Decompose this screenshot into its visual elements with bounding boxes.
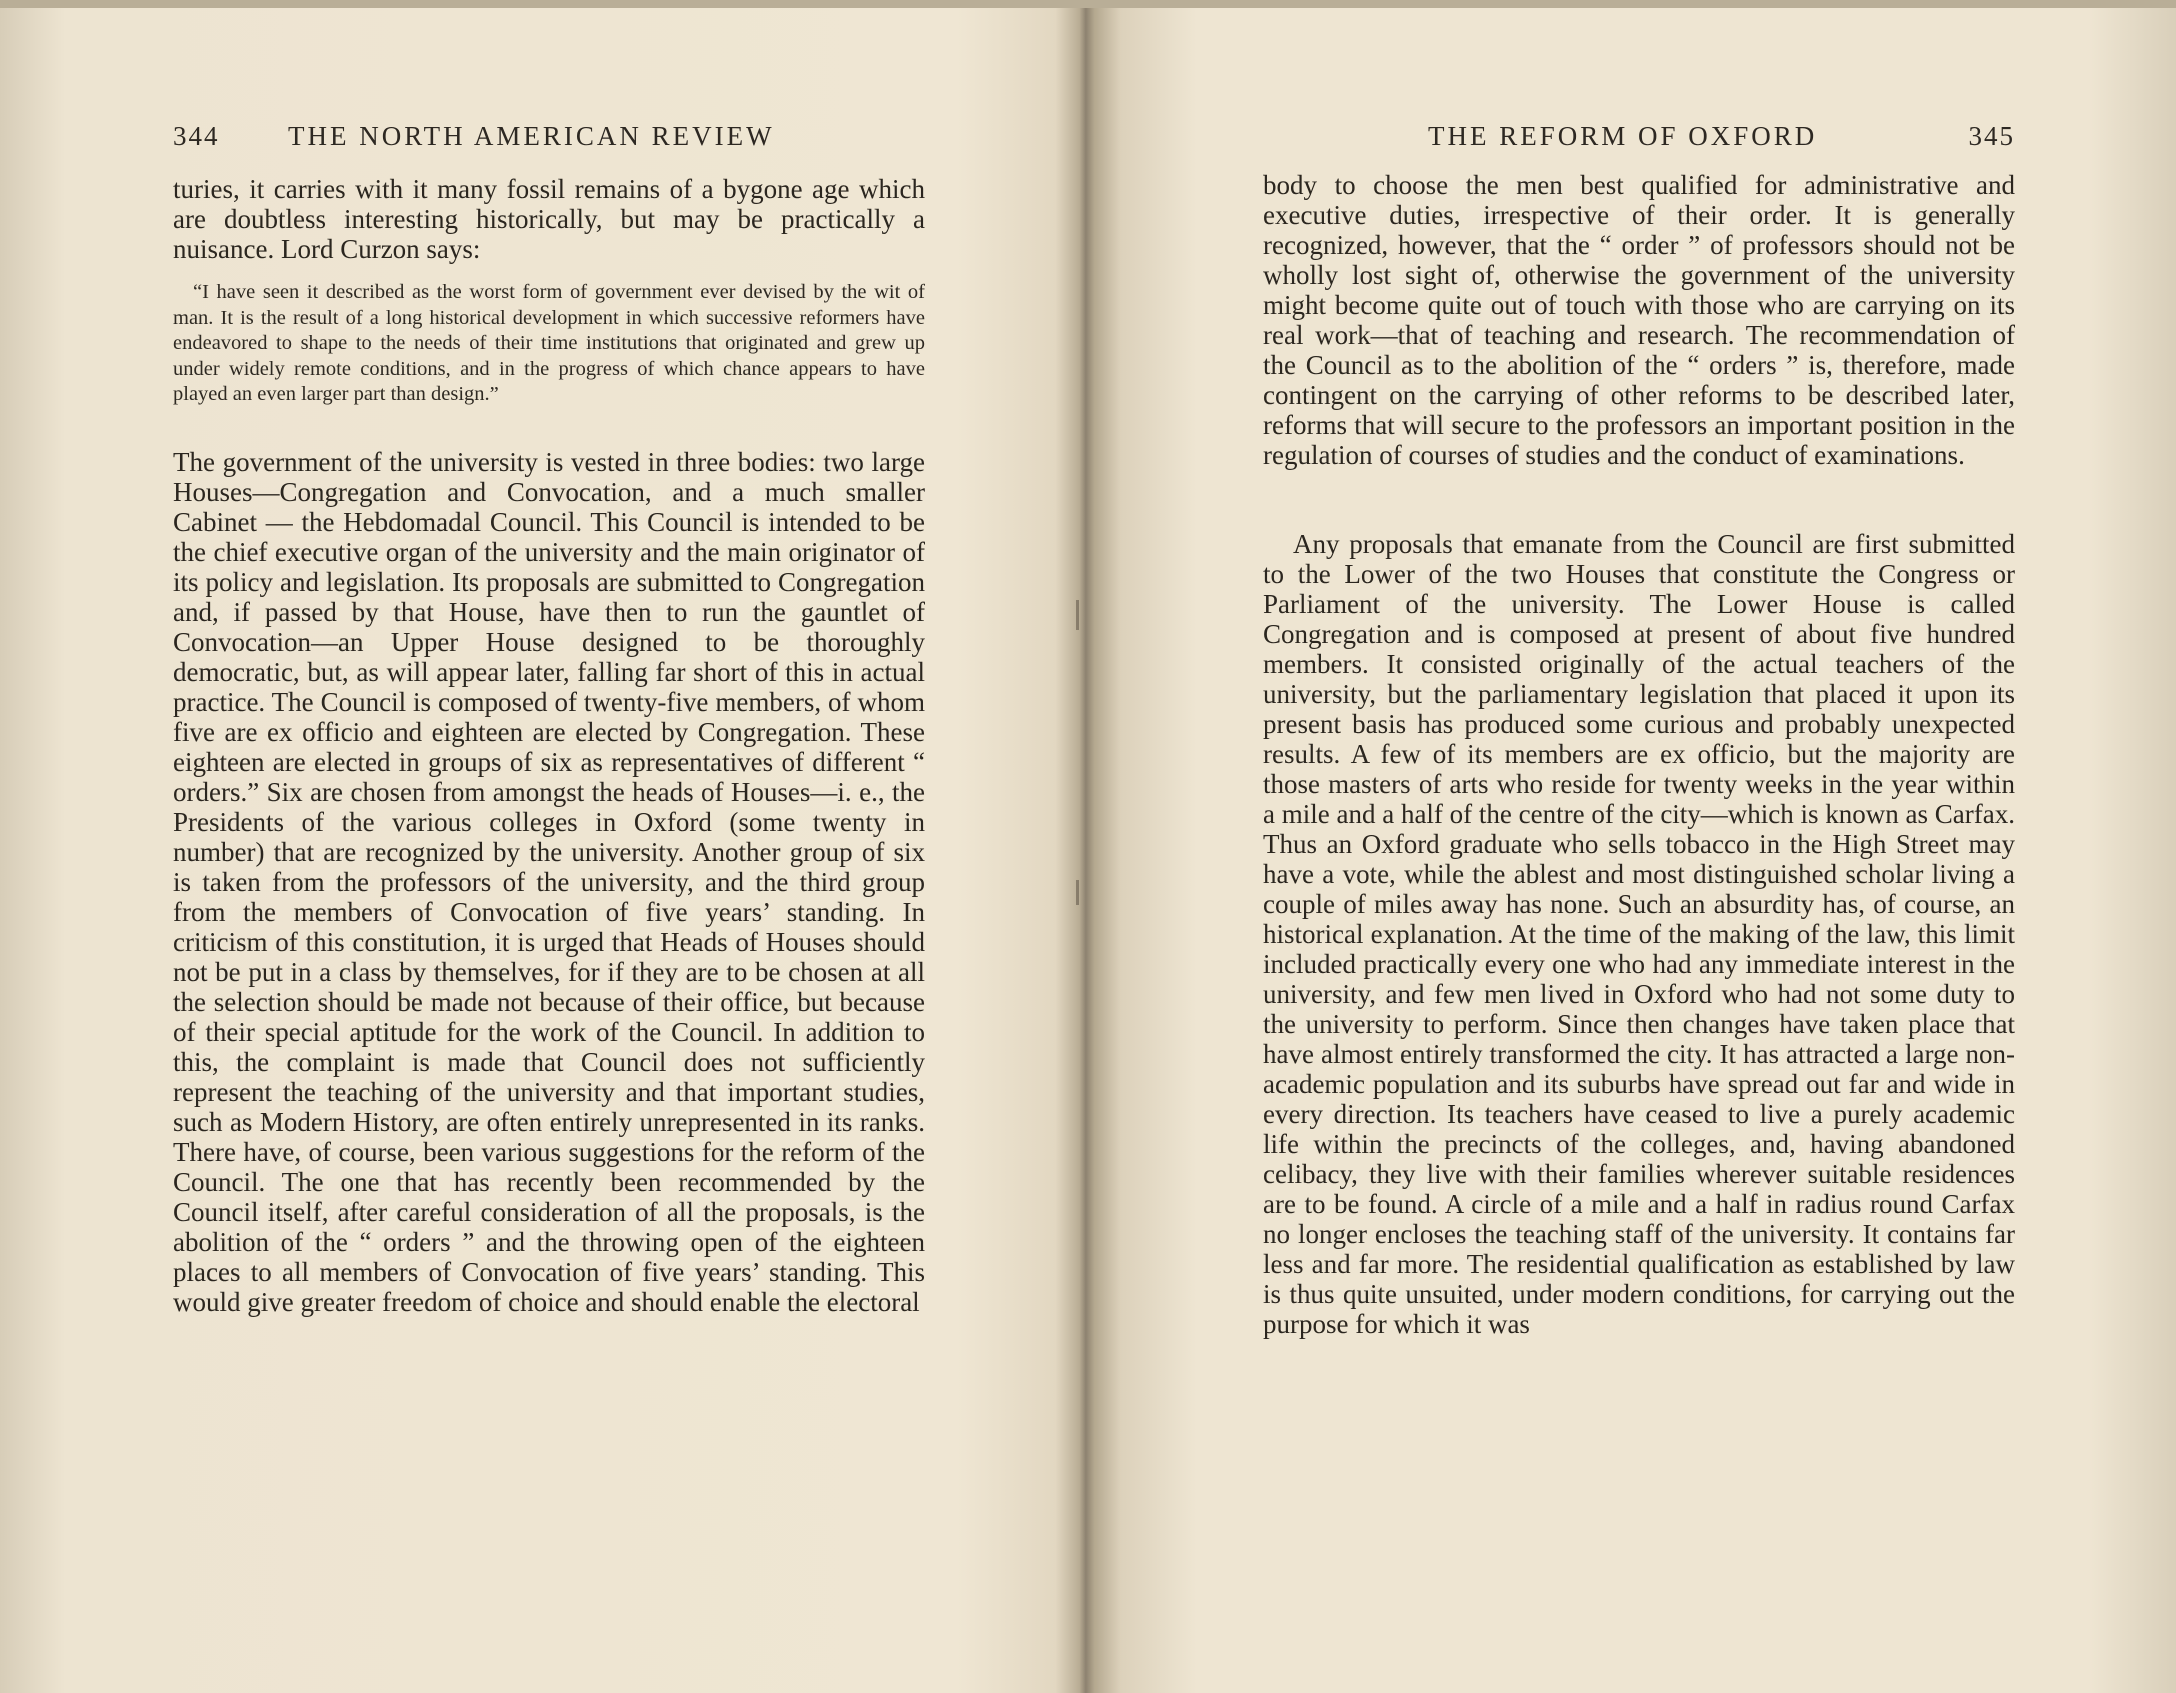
left-running-title: THE NORTH AMERICAN REVIEW bbox=[288, 121, 775, 151]
right-text-2 bbox=[1263, 529, 2015, 1339]
right-page-number: 345 bbox=[1968, 121, 2015, 151]
right-running-head bbox=[1263, 121, 2015, 161]
government-paragraph: The government of the university is vested in three bodies: two large Houses—Congregation and Convocation, and a much smaller Cabinet — the Hebdomadal Council. This Council is intended to be the chief executive organ of the university and the main originator of its policy and legislation. Its proposals are submitted to Congregation and, if passed by that House, have then to run the gauntlet of Convocation—an Upper House designed to be thoroughly democratic, but, as will appear later, falling far short of this in actual practice. The Council is composed of twenty-five members, of whom five are ex officio and eighteen are elected by Congregation. These eighteen are elected in groups of six as representatives of different “ orders.” Six are chosen from amongst the heads of Houses—i. e., the Presidents of the various colleges in Oxford (some twenty in number) that are recognized by the university. Another group of six is taken from the professors of the university, and the third group from the members of Convocation of five years’ standing. In criticism of this constitution, it is urged that Heads of Houses should not be put in a class by themselves, for if they are to be chosen at all the selection should be made not because of their office, but because of their special aptitude for the work of the Council. In addition to this, the complaint is made that Council does not sufficiently represent the teaching of the university and that important studies, such as Modern History, are often entirely unrepresented in its ranks. There have, of course, been various suggestions for the reform of the Council. The one that has recently been recommended by the Council itself, after careful consideration of all the proposals, is the abolition of the “ orders ” and the throwing open of the eighteen places to all members of Convocation of five years’ standing. This would give greater freedom of choice and should enable the electoral bbox=[173, 447, 925, 1317]
opening-paragraph: turies, it carries with it many fossil remains of a bygone age which are doubtless interesting historically, but may be practically a nuisance. Lord Curzon says: bbox=[173, 174, 925, 264]
electoral-paragraph: body to choose the men best qualified for administrative and executive duties, irrespective of their order. It is generally recognized, however, that the “ order ” of professors should not be wholly lost sight of, otherwise the government of the university might become quite out of touch with those who are carrying on its real work—that of teaching and research. The recommendation of the Council as to the abolition of the “ orders ” is, therefore, made contingent on the carrying of other reforms to be described later, reforms that will secure to the professors an important position in the regulation of courses of studies and the conduct of examinations. bbox=[1263, 170, 2015, 470]
curzon-quote bbox=[173, 280, 925, 408]
right-running-title: THE REFORM OF OXFORD bbox=[1428, 121, 1818, 151]
left-page bbox=[0, 0, 1085, 1693]
binding-mark bbox=[1076, 880, 1079, 905]
left-running-head bbox=[173, 121, 925, 161]
binding-mark bbox=[1076, 600, 1079, 630]
left-opening-text bbox=[173, 174, 925, 264]
right-text-1 bbox=[1263, 170, 2015, 470]
left-main-text bbox=[173, 447, 925, 1317]
quote-text: “I have seen it described as the worst form of government ever devised by the wit of man. It is the result of a long historical development in which successive reformers have endeavored to shape to the needs of their time institutions that originated and grew up under widely remote conditions, and in the progress of which chance appears to have played an even larger part than design.” bbox=[173, 281, 925, 405]
left-page-number: 344 bbox=[173, 121, 220, 151]
congregation-paragraph: Any proposals that emanate from the Council are first submitted to the Lower of the two Houses that constitute the Congress or Parliament of the university. The Lower House is called Congregation and is composed at present of about five hundred members. It consisted originally of the actual teachers of the university, but the parliamentary legislation that placed it upon its present basis has produced some curious and probably unexpected results. A few of its members are ex officio, but the majority are those masters of arts who reside for twenty weeks in the year within a mile and a half of the centre of the city—which is known as Carfax. Thus an Oxford graduate who sells tobacco in the High Street may have a vote, while the ablest and most distinguished scholar living a couple of miles away has none. Such an absurdity has, of course, an historical explanation. At the time of the making of the law, this limit included practically every one who had any immediate interest in the university, and few men lived in Oxford who had not some duty to the university to perform. Since then changes have taken place that have almost entirely transformed the city. It has attracted a large non-academic population and its suburbs have spread out far and wide in every direction. Its teachers have ceased to live a purely academic life within the precincts of the colleges, and, having abandoned celibacy, they live with their families wherever suitable residences are to be found. A circle of a mile and a half in radius round Carfax no longer encloses the teaching staff of the university. It contains far less and far more. The residential qualification as established by law is thus quite unsuited, under modern conditions, for carrying out the purpose for which it was bbox=[1263, 529, 2015, 1339]
